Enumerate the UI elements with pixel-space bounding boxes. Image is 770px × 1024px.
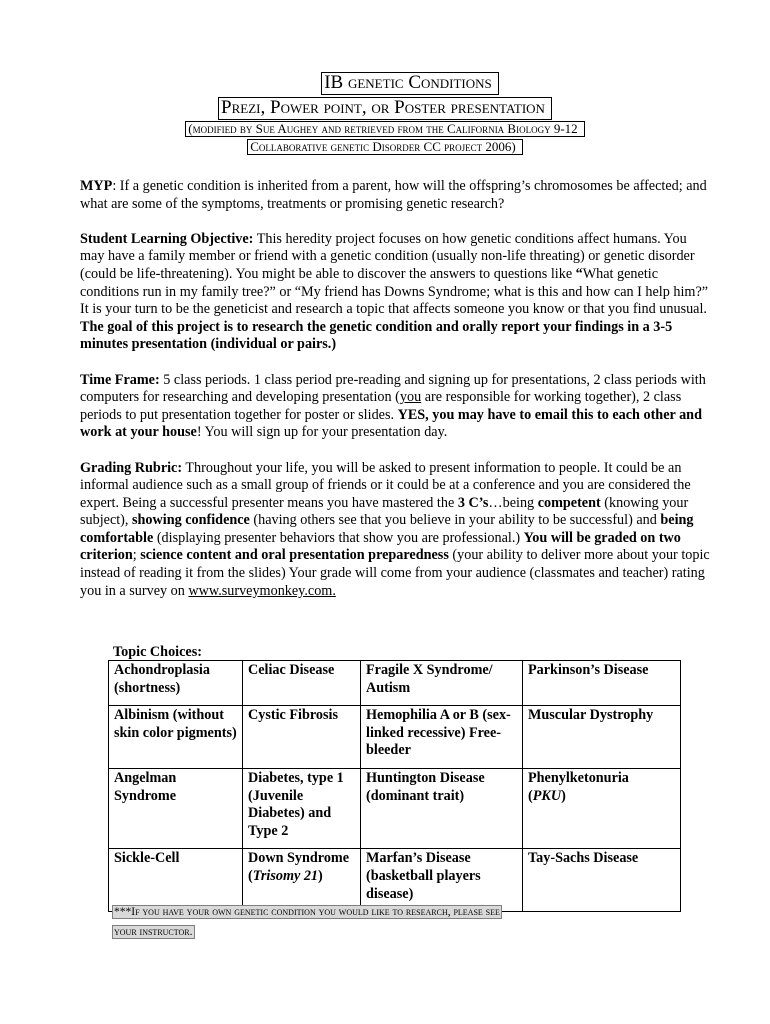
timeframe-label: Time Frame: bbox=[80, 371, 160, 388]
rubric-text-1: Throughout your life, you will be asked to present information to people. It could be an informal audience such as a small group of friends or it could be at a conference and you are considered the expert. Being a successful presenter means you have mastered the bbox=[80, 459, 691, 511]
pku-name: Phenylketonuria bbox=[528, 769, 629, 786]
table-cell: Huntington Disease (dominant trait) bbox=[361, 768, 523, 848]
objective-label: Student Learning Objective: bbox=[80, 230, 254, 247]
footnote-line-1: ***If you have your own genetic condition you would like to research, please see bbox=[114, 906, 500, 918]
table-cell: Hemophilia A or B (sex-linked recessive) Free-bleeder bbox=[361, 706, 523, 769]
objective-text-1: This heredity project focuses on how genetic conditions affect humans. You may have a family member or friend with a genetic condition (usually non-life threating) or genetic disorder (could be life-threatening). You might be able to discover the answers to questions like bbox=[80, 230, 695, 282]
trisomy-term: Trisomy 21 bbox=[252, 867, 319, 884]
table-cell: Marfan’s Disease (basketball players disease) bbox=[361, 849, 523, 912]
myp-paragraph bbox=[80, 178, 710, 213]
timeframe-paragraph bbox=[80, 372, 710, 442]
timeframe-you: you bbox=[399, 389, 422, 406]
rubric-text-3: (knowing your subject), bbox=[80, 494, 689, 529]
pku-close: ) bbox=[561, 787, 566, 804]
rubric-confidence: showing confidence bbox=[132, 512, 250, 529]
objective-paragraph bbox=[80, 231, 710, 354]
table-row bbox=[109, 661, 681, 706]
footnote bbox=[112, 902, 652, 942]
trisomy-close: ) bbox=[318, 867, 323, 884]
table-cell: Fragile X Syndrome/ Autism bbox=[361, 661, 523, 706]
rubric-text-4: (having others see that you believe in your ability to be successful) and bbox=[249, 512, 661, 529]
table-row bbox=[109, 706, 681, 769]
body-text bbox=[80, 178, 710, 618]
objective-open-quote: “ bbox=[575, 265, 583, 282]
table-cell: Celiac Disease bbox=[243, 661, 361, 706]
attribution-line-2: Collaborative genetic Disorder CC project 2006) bbox=[247, 139, 522, 155]
table-cell: Angelman Syndrome bbox=[109, 768, 243, 848]
pku-abbrev: PKU bbox=[532, 787, 562, 804]
rubric-text-5: (displaying presenter behaviors that show you are professional.) bbox=[153, 529, 524, 546]
rubric-text-2: …being bbox=[488, 494, 538, 511]
timeframe-text-2: are responsible for working together), 2 class periods to put presentation together for poster or slides. bbox=[80, 389, 682, 423]
rubric-graded: You will be graded on two criterion bbox=[80, 529, 681, 564]
table-cell: Tay-Sachs Disease bbox=[523, 849, 681, 912]
topic-choices bbox=[108, 644, 681, 912]
main-title: IB genetic Conditions bbox=[321, 72, 499, 95]
myp-text: : If a genetic condition is inherited from a parent, how will the offspring’s chromosomes be affected; and what are some of the symptoms, treatments or promising genetic research? bbox=[80, 178, 707, 212]
timeframe-text-3: ! You will sign up for your presentation day. bbox=[196, 424, 448, 441]
topic-heading: Topic Choices: bbox=[113, 644, 202, 660]
rubric-comfortable: being comfortable bbox=[80, 512, 694, 546]
timeframe-bold: YES, you may have to email this to each other and work at your house bbox=[80, 406, 702, 441]
rubric-semicolon: ; bbox=[132, 547, 141, 564]
rubric-text-6: (your ability to deliver more about your topic instead of reading it from the slides) Your grade will come from your audience (classmates and teacher) rating you in a survey on bbox=[80, 547, 710, 599]
rubric-three-cs: 3 C’s bbox=[457, 494, 489, 511]
title-block bbox=[0, 72, 770, 156]
subtitle: Prezi, Power point, or Poster presentation bbox=[218, 97, 552, 120]
table-cell: Parkinson’s Disease bbox=[523, 661, 681, 706]
rubric-paragraph bbox=[80, 460, 710, 601]
rubric-competent: competent bbox=[537, 494, 601, 511]
table-cell: Cystic Fibrosis bbox=[243, 706, 361, 769]
down-syndrome-name: Down Syndrome bbox=[248, 850, 350, 867]
trisomy-open: ( bbox=[248, 867, 253, 884]
attribution-line-1: (modified by Sue Aughey and retrieved from the California Biology 9-12 bbox=[185, 121, 584, 137]
objective-goal: The goal of this project is to research the genetic condition and orally report your findings in a 3-5 minutes presentation (individual or pairs.) bbox=[80, 318, 673, 353]
table-cell: Sickle-Cell bbox=[109, 849, 243, 912]
footnote-line-2: your instructor. bbox=[114, 926, 193, 938]
table-cell: Muscular Dystrophy bbox=[523, 706, 681, 769]
objective-text-2: What genetic conditions run in my family tree?” or “My friend has Downs Syndrome; what is this and how can I help him?” It is your turn to be the geneticist and research a topic that affects someone you know or that you find unusual. bbox=[80, 265, 709, 318]
table-row bbox=[109, 768, 681, 848]
topic-table bbox=[108, 660, 681, 912]
table-cell: Diabetes, type 1 (Juvenile Diabetes) and Type 2 bbox=[243, 768, 361, 848]
timeframe-text-1: 5 class periods. 1 class period pre-reading and signing up for presentations, 2 class periods with computers for researching and developing presentation ( bbox=[80, 371, 706, 406]
table-cell: Albinism (without skin color pigments) bbox=[109, 706, 243, 769]
rubric-criteria: science content and oral presentation preparedness bbox=[140, 547, 449, 564]
table-cell: Achondroplasia (shortness) bbox=[109, 661, 243, 706]
surveymonkey-link[interactable]: www.surveymonkey.com. bbox=[188, 582, 336, 599]
rubric-label: Grading Rubric: bbox=[80, 459, 183, 476]
myp-label: MYP bbox=[80, 178, 113, 194]
pku-open: ( bbox=[528, 787, 533, 804]
table-cell bbox=[523, 768, 681, 848]
